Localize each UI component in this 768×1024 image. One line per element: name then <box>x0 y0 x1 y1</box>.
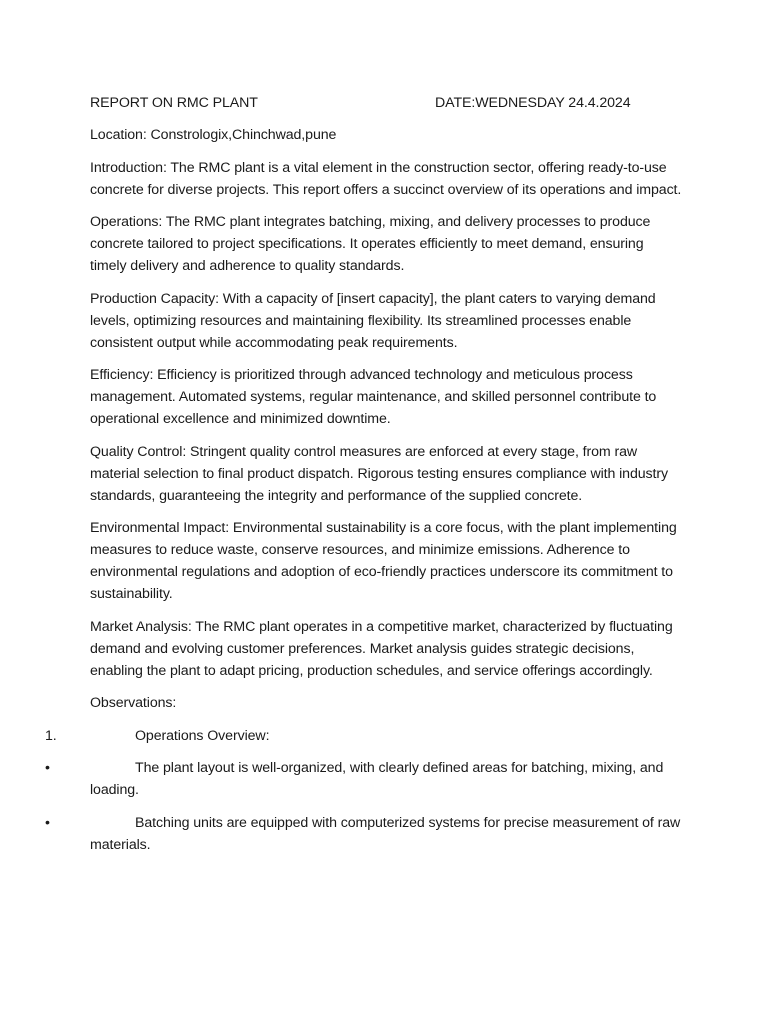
report-header <box>90 92 682 114</box>
paragraph-environmental-impact: Environmental Impact: Environmental sustainability is a core focus, with the plant implementing measures to reduce waste, conserve resources, and minimize emissions. Adherence to environmental regulations and adoption of eco-friendly practices underscore its commitment to sustainability. <box>90 520 677 602</box>
paragraph-operations: Operations: The RMC plant integrates batching, mixing, and delivery processes to produce concrete tailored to project specifications. It operates efficiently to meet demand, ensuring timely delivery and adherence to quality standards. <box>90 214 651 274</box>
paragraph-introduction: Introduction: The RMC plant is a vital element in the construction sector, offering ready-to-use concrete for diverse projects. This report offers a succinct overview of its operations and impact. <box>90 159 682 198</box>
paragraph-production-capacity: Production Capacity: With a capacity of [insert capacity], the plant caters to varying demand levels, optimizing resources and maintaining flexibility. Its streamlined processes enable consistent output while accommodating peak requirements. <box>90 290 656 351</box>
numbered-item-text: Operations Overview: <box>135 727 270 744</box>
paragraph-market-analysis: Market Analysis: The RMC plant operates in a competitive market, characterized by fluctuating demand and evolving customer preferences. Market analysis guides strategic decisions, enabling the plant to adapt pricing, production schedules, and service offerings accordingly. <box>90 618 673 679</box>
observations-heading: Observations: <box>90 695 177 711</box>
report-date: DATE:WEDNESDAY 24.4.2024 <box>435 95 631 111</box>
bullet-item <box>45 812 682 856</box>
document-body <box>45 92 682 866</box>
paragraph-quality-control: Quality Control: Stringent quality control measures are enforced at every stage, from raw material selection to final product dispatch. Rigorous testing ensures compliance with industry standards, guaranteeing the integrity and performance of the supplied concrete. <box>90 443 669 504</box>
bullet-icon: • <box>45 760 50 776</box>
list-number: 1. <box>45 727 57 744</box>
bullet-item-text: The plant layout is well-organized, with clearly defined areas for batching, mixing, and loading. <box>90 760 664 798</box>
bullet-item <box>45 757 682 801</box>
numbered-item <box>45 725 682 747</box>
report-title: REPORT ON RMC PLANT <box>90 95 258 111</box>
bullet-icon: • <box>45 814 50 831</box>
paragraph-efficiency: Efficiency: Efficiency is prioritized through advanced technology and meticulous process management. Automated systems, regular maintenance, and skilled personnel contribute to operational excellence and minimized downtime. <box>90 367 657 427</box>
location-line: Location: Constrologix,Chinchwad,pune <box>90 127 337 143</box>
bullet-item-text: Batching units are equipped with computerized systems for precise measurement of raw materials. <box>90 814 681 853</box>
